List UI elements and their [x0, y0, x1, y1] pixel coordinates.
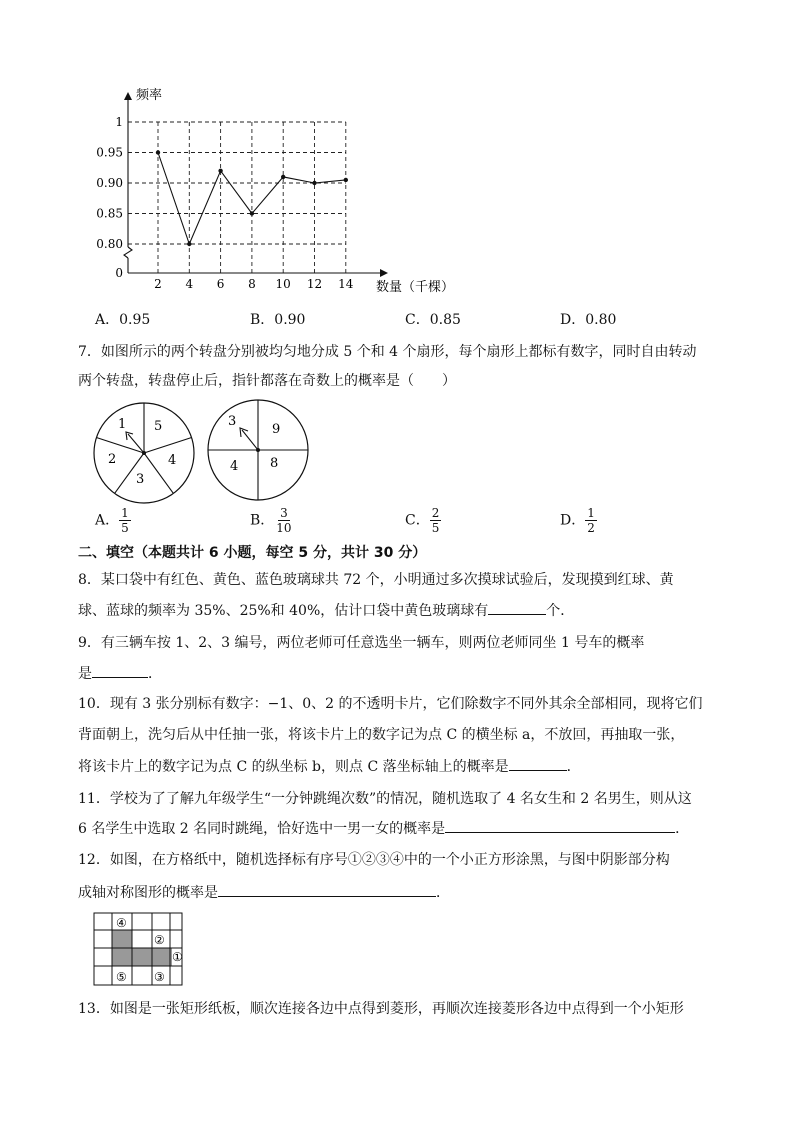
data-point	[312, 181, 316, 185]
q10-text-line3-end: ．	[566, 759, 581, 775]
data-point	[156, 150, 160, 154]
y-tick-label: 1	[115, 115, 123, 129]
q8-text-line2-end: 个．	[546, 603, 575, 619]
grid-label-5: ⑤	[116, 970, 127, 984]
spinner2-number-3: 3	[228, 414, 237, 429]
y-axis-title: 频率	[136, 88, 163, 103]
q7-option-a[interactable]	[95, 506, 131, 535]
y-tick-label: 0.80	[96, 237, 123, 251]
fraction-numerator: 2	[431, 506, 440, 520]
q10-text-line3	[78, 756, 581, 777]
q8-answer-blank[interactable]	[488, 600, 546, 615]
q12-text-line2	[78, 882, 450, 903]
q10-text-line3-start: 将该卡片上的数字记为点 C 的纵坐标 b，则点 C 落坐标轴上的概率是	[78, 759, 509, 775]
spinner2-number-9: 9	[272, 422, 281, 437]
spinner-five-sectors	[92, 401, 196, 505]
x-tick-label: 4	[185, 277, 194, 291]
y-tick-label: 0	[115, 266, 123, 280]
q8-text-line2	[78, 600, 574, 621]
chart-grid	[128, 122, 346, 273]
fraction-denominator: 2	[587, 521, 595, 535]
q11-text-line2-start: 6 名学生中选取 2 名同时跳绳，恰好选中一男一女的概率是	[78, 821, 446, 837]
grid-label-2: ②	[154, 933, 165, 947]
q7-option-c-fraction	[430, 506, 442, 535]
section-heading: 二、填空（本题共计 6 小题，每空 5 分，共计 30 分）	[78, 545, 427, 561]
fraction-denominator: 10	[276, 521, 292, 535]
q7-option-d-fraction	[585, 506, 597, 535]
q7-option-c[interactable]	[405, 506, 441, 535]
q9-text-line2-start: 是	[78, 666, 92, 682]
y-tick-label: 0.95	[96, 145, 123, 160]
q9-text-line2	[78, 663, 162, 684]
fraction-denominator: 5	[121, 521, 129, 535]
grid-label-1: ①	[172, 950, 183, 964]
q7-text-line1: 7．如图所示的两个转盘分别被均匀地分成 5 个和 4 个扇形，每个扇形上都标有数字，同时自由转动	[78, 344, 697, 360]
q9-text-line2-end: ．	[148, 666, 162, 682]
chart-axes	[124, 92, 388, 277]
spinner1-number-3: 3	[136, 472, 145, 487]
q7-option-b-letter: B．	[250, 512, 275, 529]
frequency-line-chart	[80, 80, 480, 300]
spinner-four-sectors	[206, 398, 310, 502]
q6-option-b[interactable]: B．0.90	[250, 312, 306, 328]
data-point	[281, 175, 285, 179]
q8-text-line2-start: 球、蓝球的频率为 35%、25%和 40%，估计口袋中黄色玻璃球有	[78, 603, 489, 619]
q10-text-line1: 10．现有 3 张分别标有数字：−1、0、2 的不透明卡片，它们除数字不同外其余全部相同，现将它们	[78, 696, 703, 712]
data-point	[344, 178, 348, 182]
q10-answer-blank[interactable]	[509, 756, 567, 771]
x-tick-label: 12	[306, 277, 323, 291]
q12-answer-blank[interactable]	[218, 882, 436, 897]
x-tick-label: 2	[154, 277, 162, 291]
q11-text-line2	[78, 818, 689, 839]
q7-option-b[interactable]	[250, 506, 294, 535]
x-tick-label: 6	[216, 277, 225, 291]
data-point	[187, 242, 191, 246]
q9-answer-blank[interactable]	[92, 663, 148, 678]
spinner1-number-5: 5	[154, 419, 163, 434]
q7-text-line2: 两个转盘，转盘停止后，指针都落在奇数上的概率是（ ）	[78, 373, 456, 389]
q7-option-c-letter: C．	[405, 512, 430, 529]
q6-option-a[interactable]: A．0.95	[95, 312, 151, 328]
x-tick-label: 10	[275, 277, 291, 291]
q8-text-line1: 8．某口袋中有红色、黄色、蓝色玻璃球共 72 个，小明通过多次摸球试验后，发现摸到红球、黄	[78, 572, 674, 588]
q7-option-d[interactable]	[560, 506, 597, 535]
x-tick-label: 14	[338, 277, 354, 291]
q12-text-line2-start: 成轴对称图形的概率是	[78, 885, 218, 901]
fraction-denominator: 5	[431, 521, 440, 535]
q12-text-line2-end: ．	[436, 885, 450, 901]
grid-label-4: ④	[116, 916, 127, 930]
data-point	[218, 169, 222, 173]
chart-labels	[96, 87, 454, 295]
q9-text-line1: 9．有三辆车按 1、2、3 编号，两位老师可任意选坐一辆车，则两位老师同坐 1 号车的概率	[78, 635, 645, 651]
q6-option-d[interactable]: D．0.80	[560, 312, 617, 328]
y-axis-break	[124, 247, 132, 258]
q11-answer-blank[interactable]	[445, 818, 675, 833]
y-tick-label: 0.85	[96, 206, 123, 221]
grid-paper-figure	[92, 912, 192, 988]
spinner2-number-8: 8	[270, 456, 279, 471]
fraction-numerator: 1	[121, 506, 129, 520]
q7-option-a-letter: A．	[95, 512, 120, 529]
q13-text-line1: 13．如图是一张矩形纸板，顺次连接各边中点得到菱形，再顺次连接菱形各边中点得到一个小矩形	[78, 1001, 684, 1017]
data-point	[250, 211, 254, 215]
q7-option-a-fraction	[119, 506, 131, 535]
q11-text-line1: 11．学校为了了解九年级学生“一分钟跳绳次数”的情况，随机选取了 4 名女生和 2 名男生，则从这	[78, 791, 692, 807]
fraction-numerator: 1	[587, 506, 595, 520]
q10-text-line2: 背面朝上，洗匀后从中任抽一张，将该卡片上的数字记为点 C 的横坐标 a，不放回，再抽取一张，	[78, 727, 685, 743]
x-axis-arrow	[380, 269, 388, 277]
spinner1-number-1: 1	[118, 417, 127, 432]
spinner1-number-4: 4	[168, 453, 177, 468]
q6-option-c[interactable]: C．0.85	[405, 312, 461, 328]
q7-option-b-fraction	[274, 506, 293, 535]
q11-text-line2-end: ．	[675, 821, 690, 837]
fraction-numerator: 3	[280, 506, 288, 520]
x-tick-label: 8	[248, 277, 256, 291]
x-axis-title: 数量（千棵）	[376, 280, 455, 295]
y-tick-label: 0.90	[96, 176, 123, 190]
y-axis-arrow	[124, 92, 132, 100]
q7-option-d-letter: D．	[560, 512, 586, 529]
grid-label-3: ③	[154, 970, 165, 984]
spinner1-number-2: 2	[108, 452, 117, 467]
spinner2-number-4: 4	[230, 459, 239, 474]
q12-text-line1: 12．如图，在方格纸中，随机选择标有序号①②③④中的一个小正方形涂黑，与图中阴影部分构	[78, 852, 670, 868]
